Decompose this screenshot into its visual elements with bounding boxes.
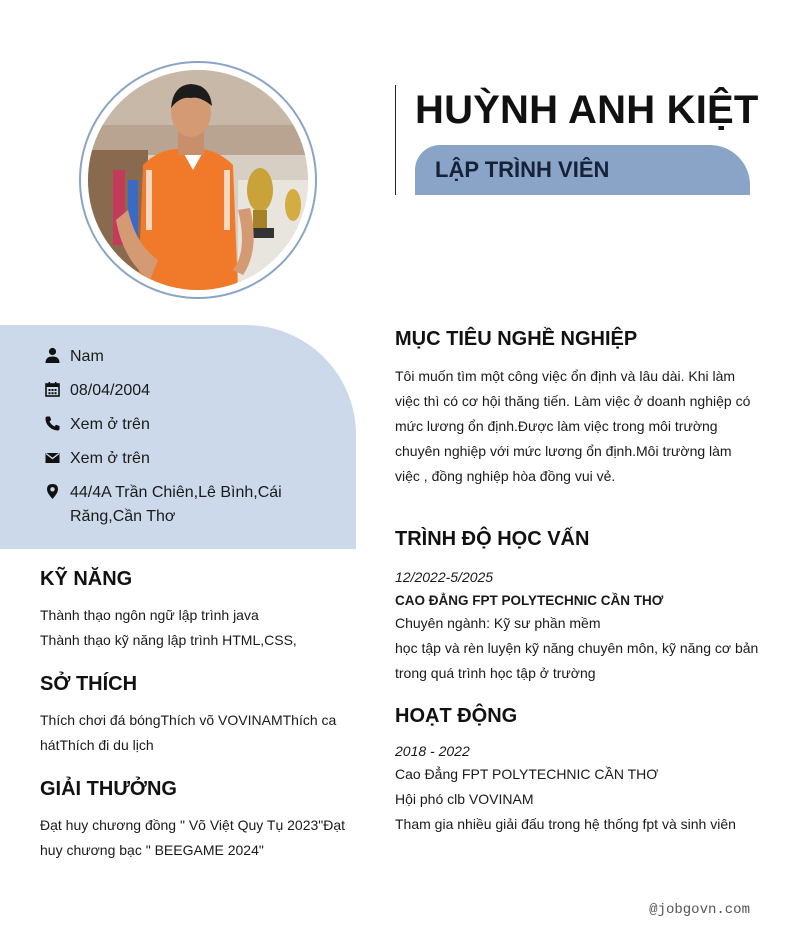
education-body bbox=[395, 611, 758, 686]
education-period bbox=[395, 566, 663, 612]
objective-title: MỤC TIÊU NGHỀ NGHIỆP bbox=[395, 328, 638, 350]
hobbies-line: hátThích đi du lịch bbox=[40, 737, 154, 753]
info-email bbox=[44, 447, 150, 471]
education-major: Chuyên ngành: Kỹ sư phần mềm bbox=[395, 615, 601, 631]
education-period-text: 12/2022-5/2025 bbox=[395, 569, 494, 585]
activities-period bbox=[395, 740, 658, 786]
job-title: LẬP TRÌNH VIÊN bbox=[435, 157, 610, 182]
skills-title: KỸ NĂNG bbox=[40, 568, 133, 590]
role-banner bbox=[415, 145, 750, 195]
activities-title: HOẠT ĐỘNG bbox=[395, 705, 518, 727]
watermark: @jobgovn.com bbox=[649, 902, 750, 918]
hobbies-title: SỞ THÍCH bbox=[40, 673, 138, 695]
header-divider bbox=[395, 85, 396, 195]
info-birthday bbox=[44, 379, 150, 403]
objective-body bbox=[395, 364, 750, 489]
email-text: Xem ở trên bbox=[70, 450, 150, 467]
objective-line: việc , đồng nghiệp hòa đồng vui vẻ. bbox=[395, 468, 616, 484]
skills-line: Thành thạo kỹ năng lập trình HTML,CSS, bbox=[40, 632, 297, 648]
awards-body bbox=[40, 813, 345, 863]
activities-period-text: 2018 - 2022 bbox=[395, 743, 470, 759]
phone-text: Xem ở trên bbox=[70, 416, 150, 433]
candidate-name: HUỲNH ANH KIỆT bbox=[415, 88, 759, 132]
education-line: trong quá trình học tập ở trường bbox=[395, 665, 596, 681]
address-text: 44/4A Trần Chiên,Lê Bình,Cái Răng,Cần Thơ bbox=[70, 484, 282, 525]
awards-title: GIẢI THƯỞNG bbox=[40, 778, 177, 800]
objective-line: mức lương ổn định.Được làm việc trong môi trường bbox=[395, 418, 718, 434]
activities-line: Tham gia nhiều giải đấu trong hệ thống fpt và sinh viên bbox=[395, 816, 736, 832]
objective-line: việc thì có cơ hội thăng tiến. Làm việc ở doanh nghiệp có bbox=[395, 393, 751, 409]
info-address bbox=[44, 481, 300, 529]
hobbies-line: Thích chơi đá bóngThích võ VOVINAMThích ca bbox=[40, 712, 337, 728]
activities-org: Cao Đẳng FPT POLYTECHNIC CẦN THƠ bbox=[395, 766, 659, 782]
info-phone bbox=[44, 413, 150, 437]
mail-icon bbox=[44, 449, 61, 466]
awards-line: huy chương bạc " BEEGAME 2024" bbox=[40, 842, 264, 858]
avatar-photo bbox=[88, 70, 308, 290]
info-gender bbox=[44, 345, 104, 369]
objective-line: Tôi muốn tìm một công việc ổn định và lâu dài. Khi làm bbox=[395, 368, 736, 384]
gender-text: Nam bbox=[70, 348, 104, 365]
hobbies-body bbox=[40, 708, 336, 758]
calendar-icon bbox=[44, 381, 61, 398]
education-line: học tập và rèn luyện kỹ năng chuyên môn, kỹ năng cơ bản bbox=[395, 640, 759, 656]
skills-line: Thành thạo ngôn ngữ lập trình java bbox=[40, 607, 259, 623]
education-title: TRÌNH ĐỘ HỌC VẤN bbox=[395, 528, 590, 550]
objective-line: chuyên nghiệp với mức lương ổn định.Môi trường làm bbox=[395, 443, 732, 459]
activities-body bbox=[395, 787, 736, 837]
skills-body bbox=[40, 603, 297, 653]
person-icon bbox=[44, 347, 61, 364]
birthday-text: 08/04/2004 bbox=[70, 382, 151, 399]
awards-line: Đạt huy chương đồng " Võ Việt Quy Tụ 2023"Đạt bbox=[40, 817, 346, 833]
education-school: CAO ĐẲNG FPT POLYTECHNIC CẦN THƠ bbox=[395, 593, 664, 608]
location-pin-icon bbox=[44, 483, 61, 500]
activities-line: Hội phó clb VOVINAM bbox=[395, 791, 534, 807]
phone-icon bbox=[44, 415, 61, 432]
